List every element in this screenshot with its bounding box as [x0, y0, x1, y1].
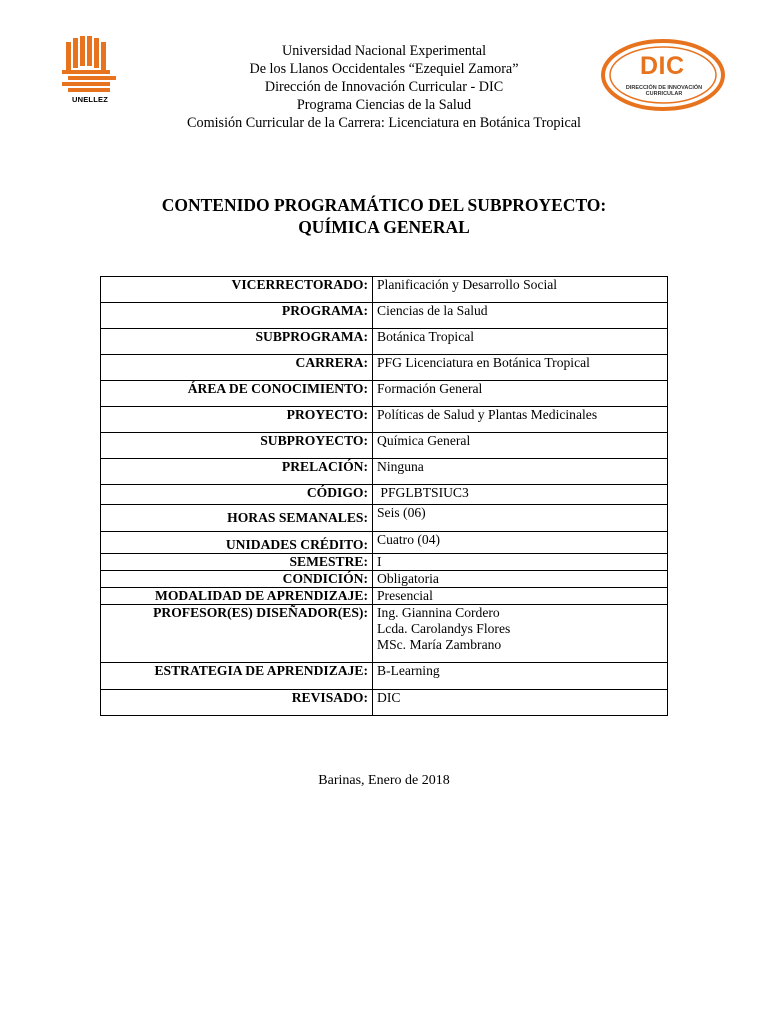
row-label: VICERRECTORADO: [101, 277, 373, 303]
table-row [101, 532, 668, 554]
row-value: B-Learning [373, 663, 668, 690]
header-line: Programa Ciencias de la Salud [296, 97, 472, 113]
table-row [101, 505, 668, 532]
place-date: Barinas, Enero de 2018 [318, 773, 450, 788]
table-row [101, 459, 668, 485]
row-label: MODALIDAD DE APRENDIZAJE: [101, 588, 373, 605]
row-value: Botánica Tropical [373, 329, 668, 355]
designer-name: Lcda. Carolandys Flores [377, 621, 511, 636]
table-row [101, 355, 668, 381]
course-info-table [100, 276, 668, 716]
row-label: ÁREA DE CONOCIMIENTO: [101, 381, 373, 407]
row-label: PROFESOR(ES) DISEÑADOR(ES): [101, 605, 373, 663]
row-value: Formación General [373, 381, 668, 407]
unellez-logo [58, 34, 122, 106]
table-row [101, 554, 668, 571]
row-label: CARRERA: [101, 355, 373, 381]
header-line: Dirección de Innovación Curricular - DIC [264, 79, 504, 95]
dic-logo-text: DIC [640, 52, 685, 80]
row-label: CÓDIGO: [101, 485, 373, 505]
table-row [101, 329, 668, 355]
header-line: Universidad Nacional Experimental [281, 43, 487, 59]
header-line: De los Llanos Occidentales “Ezequiel Zamora” [249, 61, 519, 77]
row-label: UNIDADES CRÉDITO: [101, 532, 373, 554]
row-value: Políticas de Salud y Plantas Medicinales [373, 407, 668, 433]
row-value: I [373, 554, 668, 571]
designer-name: Ing. Giannina Cordero [377, 605, 500, 620]
row-label: SUBPROYECTO: [101, 433, 373, 459]
row-label: REVISADO: [101, 690, 373, 716]
table-row [101, 588, 668, 605]
row-label: PROYECTO: [101, 407, 373, 433]
row-value: Planificación y Desarrollo Social [373, 277, 668, 303]
dic-logo-subtext: DIRECCIÓN DE INNOVACIÓN CURRICULAR [625, 85, 703, 97]
table-row [101, 690, 668, 716]
unellez-logo-caption: UNELLEZ [72, 95, 108, 104]
table-row [101, 571, 668, 588]
row-value: Química General [373, 433, 668, 459]
row-label: HORAS SEMANALES: [101, 505, 373, 532]
row-value: PFGLBTSIUC3 [373, 485, 668, 505]
row-label: SUBPROGRAMA: [101, 329, 373, 355]
table-row [101, 407, 668, 433]
row-label: PRELACIÓN: [101, 459, 373, 485]
row-value [373, 605, 668, 663]
unellez-emblem-icon [58, 34, 122, 94]
designer-name: MSc. María Zambrano [377, 637, 502, 652]
row-value: DIC [373, 690, 668, 716]
row-label: SEMESTRE: [101, 554, 373, 571]
table-row [101, 663, 668, 690]
table-row [101, 303, 668, 329]
row-value: Presencial [373, 588, 668, 605]
header-line: Comisión Curricular de la Carrera: Licenciatura en Botánica Tropical [187, 115, 581, 131]
title-line-2: QUÍMICA GENERAL [298, 217, 470, 237]
row-value: Ninguna [373, 459, 668, 485]
table-row [101, 605, 668, 663]
row-value: Cuatro (04) [373, 532, 668, 554]
row-label: CONDICIÓN: [101, 571, 373, 588]
table-row [101, 433, 668, 459]
row-label: PROGRAMA: [101, 303, 373, 329]
table-row [101, 485, 668, 505]
title-line-1: CONTENIDO PROGRAMÁTICO DEL SUBPROYECTO: [161, 195, 607, 215]
row-value: Obligatoria [373, 571, 668, 588]
row-value: PFG Licenciatura en Botánica Tropical [373, 355, 668, 381]
row-value: Ciencias de la Salud [373, 303, 668, 329]
table-row [101, 381, 668, 407]
row-value: Seis (06) [373, 505, 668, 532]
table-row [101, 277, 668, 303]
row-label: ESTRATEGIA DE APRENDIZAJE: [101, 663, 373, 690]
institution-header [150, 42, 618, 132]
dic-logo [600, 38, 726, 112]
document-title [90, 194, 678, 238]
